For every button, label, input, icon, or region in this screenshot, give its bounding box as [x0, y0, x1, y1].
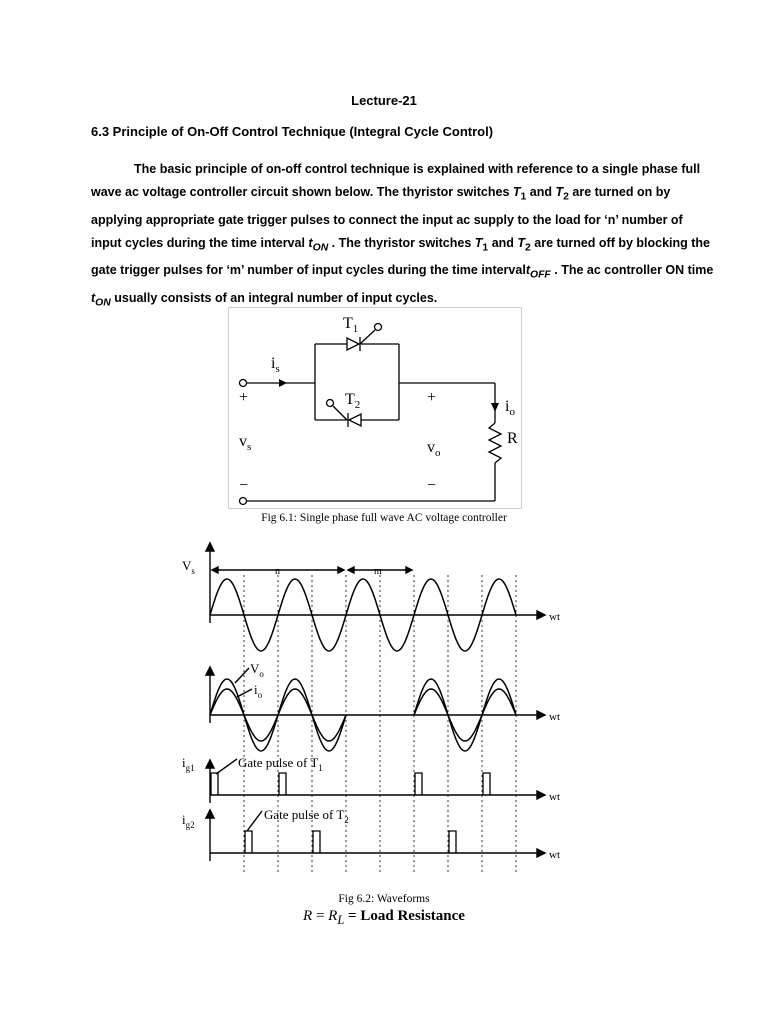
- ig2-axis-label: $i_{g2}$: [182, 812, 195, 830]
- m-marker-arrow-right: [406, 567, 412, 573]
- axes: [206, 543, 545, 861]
- t1-label: $T_1$: [343, 315, 359, 335]
- paragraph-line: input cycles during the time interval $t_{ON}$ . The thyristor switches $T_1$ and $T_2$ are turned off by blocking the: [91, 235, 711, 253]
- gate-pulse-t1-label: Gate pulse of $T_1$: [238, 755, 323, 773]
- grid-lines: [244, 575, 516, 875]
- x-axis-arrow: [537, 711, 545, 719]
- gate-pulse-t1: [279, 773, 286, 795]
- waveform-diagram: [170, 535, 590, 890]
- vs-axis-label: $V_s$: [182, 558, 195, 576]
- vo-curve-label: $V_o$: [250, 661, 264, 679]
- paragraph-line: gate trigger pulses for ‘m’ number of input cycles during the time intervalt$_{OFF}$ . The ac controller ON time: [91, 263, 714, 281]
- gate-t2-pointer: [247, 811, 262, 831]
- t2-gate-terminal: [327, 400, 334, 407]
- n-marker-arrow-left: [212, 567, 218, 573]
- circuit-diagram: [229, 308, 521, 508]
- paragraph-line: $t_{ON}$ usually consists of an integral number of input cycles.: [91, 290, 438, 308]
- wt-label-1: wt: [549, 611, 560, 623]
- y-axis-arrow: [206, 667, 214, 675]
- paragraph-line: applying appropriate gate trigger pulses to connect the input ac supply to the load for ‘n’ number of: [91, 212, 683, 227]
- wt-label-3: wt: [549, 791, 560, 803]
- input-terminal-bottom: [240, 498, 247, 505]
- x-axis-arrow: [537, 611, 545, 619]
- load-resistance-formula: $R = R_L$ = Load Resistance: [303, 908, 465, 927]
- gate-pulse-t1: [211, 773, 218, 795]
- input-terminal-top: [240, 380, 247, 387]
- gate-t1-pointer: [216, 759, 237, 774]
- x-axis-arrow: [537, 849, 545, 857]
- io-pointer: [237, 689, 252, 697]
- fig1-caption: Fig 6.1: Single phase full wave AC voltage controller: [261, 512, 507, 524]
- n-label: n: [275, 566, 280, 577]
- gate-pulse-t2: [449, 831, 456, 853]
- x-axis-arrow: [537, 791, 545, 799]
- gate-pulse-t2: [313, 831, 320, 853]
- paragraph-line: wave ac voltage controller circuit shown below. The thyristor switches $T_1$ and $T_2$ are turned on by: [91, 185, 671, 203]
- vs-minus: −: [239, 477, 249, 494]
- wt-label-4: wt: [549, 849, 560, 861]
- t1-gate-terminal: [375, 324, 382, 331]
- vs-label: $v_s$: [239, 433, 252, 453]
- gate-pulse-t2: [245, 831, 252, 853]
- paragraph: [91, 158, 714, 314]
- y-axis-arrow: [206, 810, 214, 818]
- y-axis-arrow: [206, 760, 214, 768]
- wt-label-2: wt: [549, 711, 560, 723]
- vs-plus: +: [239, 389, 249, 406]
- gate-pulse-t1: [415, 773, 422, 795]
- vo-label: $v_o$: [427, 439, 441, 459]
- is-label: $i_s$: [271, 355, 280, 375]
- fig2-caption: Fig 6.2: Waveforms: [338, 893, 430, 905]
- r-label: R: [507, 430, 518, 447]
- y-axis-arrow: [206, 543, 214, 551]
- m-label: m: [374, 566, 382, 577]
- io-arrow: [491, 403, 499, 412]
- gate-pulse-t2-label: Gate pulse of $T_2$: [264, 807, 349, 825]
- t2-thyristor: [348, 413, 361, 427]
- io-curve-label: $i_o$: [254, 682, 263, 700]
- t2-label: $T_2$: [345, 391, 361, 411]
- is-arrow: [279, 379, 287, 387]
- n-marker-arrow-right: [338, 567, 344, 573]
- m-marker-arrow-left: [348, 567, 354, 573]
- vo-plus: +: [427, 389, 437, 406]
- section-heading: 6.3 Principle of On-Off Control Technique (Integral Cycle Control): [91, 124, 494, 139]
- circuit-figure: [228, 307, 522, 509]
- ig1-axis-label: $i_{g1}$: [182, 755, 195, 773]
- paragraph-line: The basic principle of on-off control technique is explained with reference to a single phase full: [134, 162, 701, 176]
- vo-pointer: [235, 668, 249, 683]
- lecture-title: Lecture-21: [351, 93, 417, 108]
- gate-pulse-t1: [483, 773, 490, 795]
- io-label: $i_o$: [505, 398, 515, 418]
- t1-thyristor: [347, 337, 360, 351]
- vo-minus: −: [427, 477, 437, 494]
